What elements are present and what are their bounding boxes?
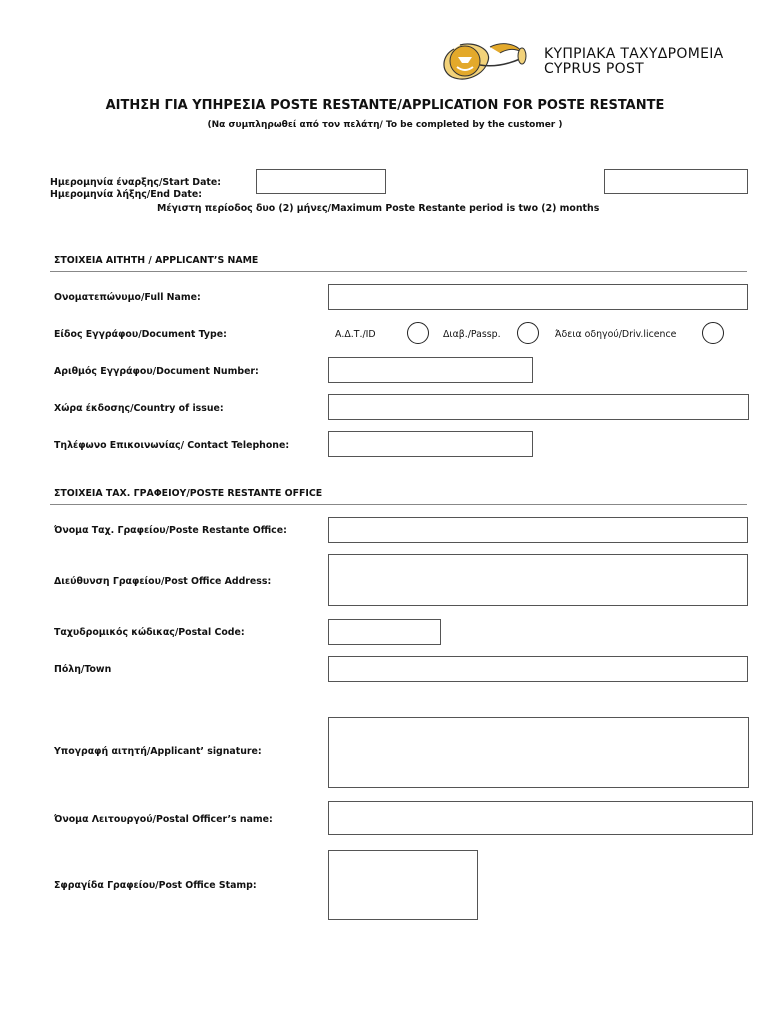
office-name-input[interactable] [328, 517, 748, 543]
doc-option-licence-radio[interactable] [702, 322, 724, 344]
country-of-issue-label: Χώρα έκδοσης/Country of issue: [54, 403, 224, 414]
full-name-input[interactable] [328, 284, 748, 310]
country-of-issue-input[interactable] [328, 394, 749, 420]
cyprus-post-logo [436, 37, 528, 83]
end-date-input[interactable] [604, 169, 748, 194]
max-period-note: Μέγιστη περίοδος δυο (2) μήνες/Maximum Poste Restante period is two (2) months [157, 203, 600, 214]
applicant-signature-box[interactable] [328, 717, 749, 788]
doc-option-passport-label: Διαβ./Passp. [443, 329, 501, 340]
page-subtitle: (Να συμπληρωθεί από τον πελάτη/ To be completed by the customer ) [207, 120, 563, 130]
full-name-label: Ονοματεπώνυμο/Full Name: [54, 292, 201, 303]
post-horn-logo-icon [436, 37, 528, 83]
postal-officer-name-label: Όνομα Λειτουργού/Postal Officer’s name: [54, 814, 273, 825]
org-name-english: CYPRUS POST [544, 61, 645, 77]
town-label: Πόλη/Town [54, 664, 112, 675]
postal-code-label: Ταχυδρομικός κώδικας/Postal Code: [54, 627, 245, 638]
postal-officer-name-input[interactable] [328, 801, 753, 835]
document-type-label: Είδος Εγγράφου/Document Type: [54, 329, 227, 340]
doc-option-id-label: Α.Δ.Τ./ID [335, 329, 376, 340]
post-office-stamp-label: Σφραγίδα Γραφείου/Post Office Stamp: [54, 880, 257, 891]
office-address-label: Διεύθυνση Γραφείου/Post Office Address: [54, 576, 272, 587]
post-office-stamp-box[interactable] [328, 850, 478, 920]
postal-code-input[interactable] [328, 619, 441, 645]
doc-option-passport-radio[interactable] [517, 322, 539, 344]
doc-option-id-radio[interactable] [407, 322, 429, 344]
contact-telephone-input[interactable] [328, 431, 533, 457]
office-section-divider [50, 504, 747, 505]
doc-option-licence-label: Άδεια οδηγού/Driv.licence [555, 329, 677, 340]
applicant-signature-label: Υπογραφή αιτητή/Applicant’ signature: [54, 746, 262, 757]
document-number-input[interactable] [328, 357, 533, 383]
contact-telephone-label: Τηλέφωνο Επικοινωνίας/ Contact Telephone: [54, 440, 290, 451]
start-date-label: Ημερομηνία έναρξης/Start Date: [50, 177, 222, 188]
office-address-input[interactable] [328, 554, 748, 606]
office-section-heading: ΣΤΟΙΧΕΙΑ ΤΑΧ. ΓΡΑΦΕΙΟΥ/POSTE RESTANTE OFFICE [54, 488, 323, 499]
end-date-label: Ημερομηνία λήξης/End Date: [50, 189, 202, 200]
page-title: ΑΙΤΗΣΗ ΓΙΑ ΥΠΗΡΕΣΙΑ POSTE RESTANTE/APPLICATION FOR POSTE RESTANTE [105, 98, 665, 113]
document-number-label: Αριθμός Εγγράφου/Document Number: [54, 366, 259, 377]
applicant-section-divider [50, 271, 747, 272]
office-name-label: Όνομα Ταχ. Γραφείου/Poste Restante Office: [54, 525, 287, 536]
start-date-input[interactable] [256, 169, 386, 194]
town-input[interactable] [328, 656, 748, 682]
org-name-greek: ΚΥΠΡΙΑΚΑ ΤΑΧΥΔΡΟΜΕΙΑ [544, 46, 724, 62]
applicant-section-heading: ΣΤΟΙΧΕΙΑ ΑΙΤΗΤΗ / APPLICANT’S NAME [54, 255, 259, 266]
